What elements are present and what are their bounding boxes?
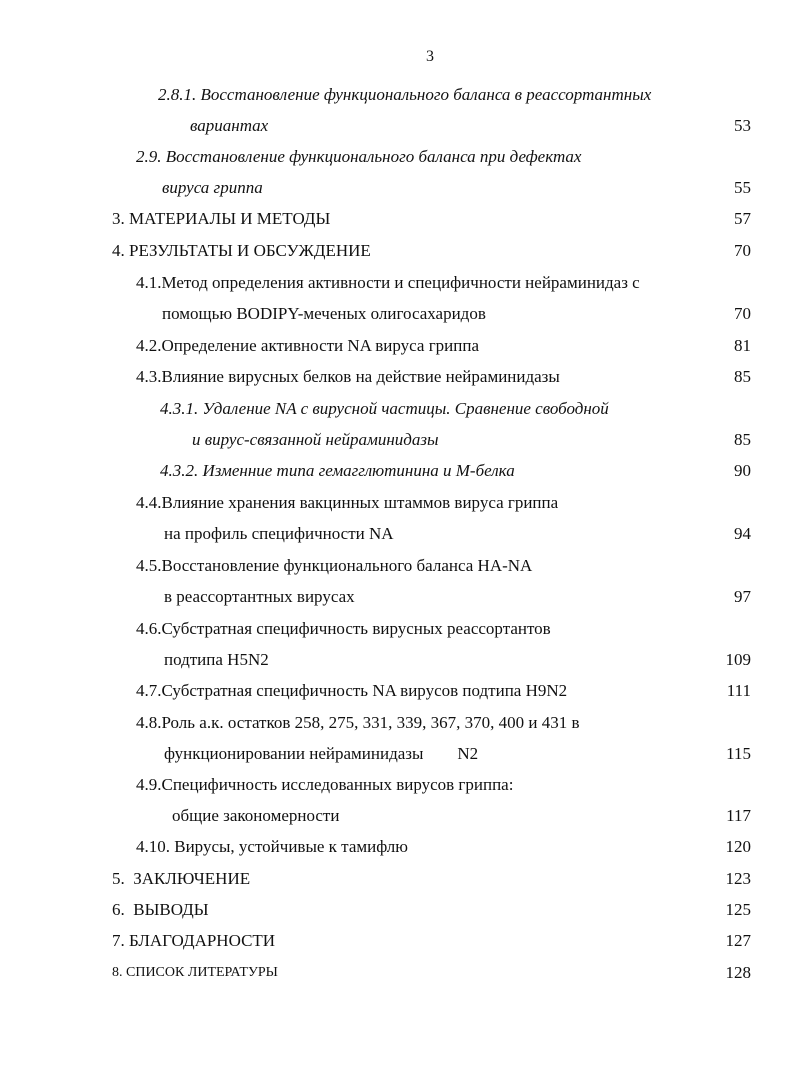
toc-entry-4-3-1-line-1: 4.3.1. Удаление NA с вирусной частицы. Сравнение свободной [160, 399, 609, 418]
toc-page-4-2: 81 [734, 336, 751, 355]
toc-entry-4-8-line-2: функционировании нейраминидазы N2 [164, 744, 479, 763]
toc-page-4-1: 70 [734, 304, 751, 323]
toc-entry-2-8-1-line-1: 2.8.1. Восстановление функционального баланса в реассортантных [158, 85, 652, 104]
toc-entry-4-2: 4.2.Определение активности NA вируса гриппа [136, 336, 480, 355]
toc-entry-4: 4. РЕЗУЛЬТАТЫ И ОБСУЖДЕНИЕ [112, 241, 371, 260]
toc-page-4-3: 85 [734, 367, 751, 386]
toc-entry-4-8-line-1: 4.8.Роль а.к. остатков 258, 275, 331, 339, 367, 370, 400 и 431 в [136, 713, 580, 732]
toc-entry-5: 5. ЗАКЛЮЧЕНИЕ [112, 869, 251, 888]
toc-page-7: 127 [725, 931, 751, 950]
toc-entry-8: 8. СПИСОК ЛИТЕРАТУРЫ [112, 965, 278, 980]
toc-entry-4-4-line-2: на профиль специфичности NA [164, 524, 394, 543]
toc-entry-4-5-line-2: в реассортантных вирусах [164, 587, 355, 606]
page-number: 3 [426, 48, 434, 65]
toc-entry-4-9-line-1: 4.9.Специфичность исследованных вирусов гриппа: [136, 775, 514, 794]
toc-page-2-8-1: 53 [734, 116, 751, 135]
toc-page-2-9: 55 [734, 178, 751, 197]
toc-page-4-9: 117 [726, 806, 751, 825]
toc-page-4: 70 [734, 241, 751, 260]
toc-page-4-6: 109 [725, 650, 751, 669]
toc-entry-4-7: 4.7.Субстратная специфичность NA вирусов подтипа H9N2 [136, 681, 568, 700]
toc-entry-4-3-2: 4.3.2. Изменние типа гемагглютинина и М-белка [160, 461, 515, 480]
toc-entry-2-9-line-1: 2.9. Восстановление функционального баланса при дефектах [136, 147, 582, 166]
toc-entry-4-1-line-2: помощью BODIPY-меченых олигосахаридов [162, 304, 486, 323]
toc-entry-2-9-line-2: вируса гриппа [162, 178, 263, 197]
toc-page-8: 128 [725, 963, 751, 982]
toc-page-4-10: 120 [725, 837, 751, 856]
toc-entry-4-9-line-2: общие закономерности [172, 806, 340, 825]
toc-entry-4-4-line-1: 4.4.Влияние хранения вакцинных штаммов вируса гриппа [136, 493, 559, 512]
toc-entry-4-6-line-1: 4.6.Субстратная специфичность вирусных реассортантов [136, 619, 551, 638]
toc-entry-4-1-line-1: 4.1.Метод определения активности и специфичности нейраминидаз с [136, 273, 640, 292]
toc-page-4-5: 97 [734, 587, 751, 606]
toc-page-6: 125 [725, 900, 751, 919]
toc-entry-4-6-line-2: подтипа H5N2 [164, 650, 269, 669]
toc-page-4-8: 115 [726, 744, 751, 763]
toc-page-4-4: 94 [734, 524, 751, 543]
toc-page-5: 123 [725, 869, 751, 888]
toc-entry-4-5-line-1: 4.5.Восстановление функционального баланса HA-NA [136, 556, 533, 575]
toc-entry-4-3: 4.3.Влияние вирусных белков на действие нейраминидазы [136, 367, 560, 386]
toc-entry-2-8-1-line-2: вариантах [190, 116, 269, 135]
toc-page-4-3-2: 90 [734, 461, 751, 480]
toc-entry-3: 3. МАТЕРИАЛЫ И МЕТОДЫ [112, 209, 331, 228]
toc-entry-7: 7. БЛАГОДАРНОСТИ [112, 931, 276, 950]
toc-entry-6: 6. ВЫВОДЫ [112, 900, 209, 919]
toc-page-3: 57 [734, 209, 751, 228]
toc-page-4-7: 111 [726, 681, 751, 700]
toc-page-4-3-1: 85 [734, 430, 751, 449]
toc-entry-4-3-1-line-2: и вирус-связанной нейраминидазы [192, 430, 439, 449]
toc-entry-4-10: 4.10. Вирусы, устойчивые к тамифлю [136, 837, 408, 856]
